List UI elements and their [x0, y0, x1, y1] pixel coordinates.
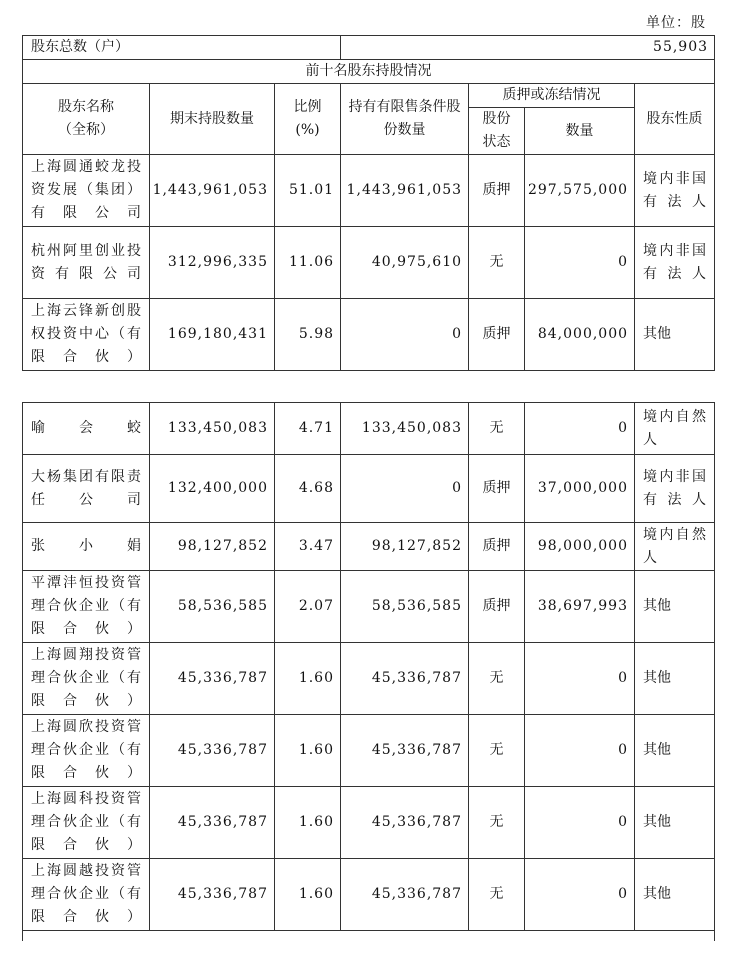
pledge-status: 质押	[469, 571, 525, 643]
pledge-status: 无	[469, 859, 525, 931]
shareholder-name: 上海圆通蛟龙投资发展（集团）有限公司	[23, 155, 150, 227]
pledge-status: 无	[469, 403, 525, 455]
header-nature: 股东性质	[635, 84, 715, 155]
pledge-status: 无	[469, 787, 525, 859]
table-body-part1	[23, 155, 715, 371]
restricted-shares: 0	[341, 299, 469, 371]
shares-held: 1,443,961,053	[150, 155, 275, 227]
header-ratio-line2: (%)	[295, 122, 320, 138]
header-ratio-line1: 比例	[293, 99, 322, 115]
restricted-shares: 1,443,961,053	[341, 155, 469, 227]
shares-held: 132,400,000	[150, 455, 275, 523]
restricted-shares: 98,127,852	[341, 523, 469, 571]
shareholder-nature: 其他	[635, 787, 715, 859]
pledge-quantity: 37,000,000	[525, 455, 635, 523]
holding-ratio: 11.06	[275, 227, 341, 299]
section-title-row	[23, 60, 715, 84]
section-title: 前十名股东持股情况	[23, 60, 715, 84]
total-shareholders-label: 股东总数（户）	[23, 36, 341, 60]
shares-held: 169,180,431	[150, 299, 275, 371]
header-name: 股东名称（全称）	[23, 84, 150, 155]
holding-ratio: 3.47	[275, 523, 341, 571]
restricted-shares: 45,336,787	[341, 715, 469, 787]
shareholder-nature: 其他	[635, 571, 715, 643]
pledge-status: 无	[469, 715, 525, 787]
table-row	[23, 299, 715, 371]
shareholder-name: 上海圆欣投资管理合伙企业（有限合伙）	[23, 715, 150, 787]
pledge-quantity: 84,000,000	[525, 299, 635, 371]
shares-held: 58,536,585	[150, 571, 275, 643]
shares-held: 98,127,852	[150, 523, 275, 571]
shareholder-name: 平潭沣恒投资管理合伙企业（有限合伙）	[23, 571, 150, 643]
pledge-quantity: 38,697,993	[525, 571, 635, 643]
header-pledge-status: 股份状态	[469, 108, 525, 155]
pledge-status: 质押	[469, 523, 525, 571]
header-restricted: 持有有限售条件股份数量	[341, 84, 469, 155]
holding-ratio: 1.60	[275, 643, 341, 715]
shareholder-nature: 境内非国有法人	[635, 227, 715, 299]
pledge-quantity: 0	[525, 715, 635, 787]
table-continuation-row	[23, 931, 715, 941]
header-pledge-group: 质押或冻结情况	[469, 84, 635, 108]
restricted-shares: 133,450,083	[341, 403, 469, 455]
shares-held: 312,996,335	[150, 227, 275, 299]
shareholder-name: 大杨集团有限责任公司	[23, 455, 150, 523]
shareholder-name: 上海圆科投资管理合伙企业（有限合伙）	[23, 787, 150, 859]
table-row	[23, 155, 715, 227]
shares-held: 45,336,787	[150, 643, 275, 715]
total-shareholders-value: 55,903	[341, 36, 715, 60]
shareholder-nature: 境内自然人	[635, 403, 715, 455]
pledge-quantity: 0	[525, 787, 635, 859]
shareholder-name: 喻会蛟	[23, 403, 150, 455]
holding-ratio: 5.98	[275, 299, 341, 371]
shareholder-name: 杭州阿里创业投资有限公司	[23, 227, 150, 299]
holding-ratio: 1.60	[275, 787, 341, 859]
pledge-status: 质押	[469, 455, 525, 523]
restricted-shares: 0	[341, 455, 469, 523]
pledge-status: 质押	[469, 299, 525, 371]
shareholder-nature: 其他	[635, 715, 715, 787]
table-row	[23, 455, 715, 523]
pledge-quantity: 0	[525, 643, 635, 715]
total-shareholders-row	[23, 36, 715, 60]
pledge-quantity: 0	[525, 403, 635, 455]
shareholder-nature: 其他	[635, 299, 715, 371]
header-pledge-qty: 数量	[525, 108, 635, 155]
table-row	[23, 787, 715, 859]
header-row-1	[23, 84, 715, 108]
shareholder-nature: 其他	[635, 643, 715, 715]
restricted-shares: 58,536,585	[341, 571, 469, 643]
shareholder-nature: 其他	[635, 859, 715, 931]
holding-ratio: 4.71	[275, 403, 341, 455]
shareholder-nature: 境内自然人	[635, 523, 715, 571]
holding-ratio: 1.60	[275, 859, 341, 931]
table-row	[23, 403, 715, 455]
pledge-status: 无	[469, 643, 525, 715]
shareholder-nature: 境内非国有法人	[635, 455, 715, 523]
shares-held: 45,336,787	[150, 859, 275, 931]
restricted-shares: 40,975,610	[341, 227, 469, 299]
header-ratio	[275, 84, 341, 155]
pledge-quantity: 297,575,000	[525, 155, 635, 227]
shareholder-nature: 境内非国有法人	[635, 155, 715, 227]
shareholder-name: 上海云锋新创股权投资中心（有限合伙）	[23, 299, 150, 371]
shares-held: 45,336,787	[150, 787, 275, 859]
pledge-quantity: 0	[525, 859, 635, 931]
shares-held: 133,450,083	[150, 403, 275, 455]
restricted-shares: 45,336,787	[341, 643, 469, 715]
header-shares: 期末持股数量	[150, 84, 275, 155]
pledge-status: 质押	[469, 155, 525, 227]
restricted-shares: 45,336,787	[341, 787, 469, 859]
holding-ratio: 1.60	[275, 715, 341, 787]
pledge-status: 无	[469, 227, 525, 299]
shareholder-name: 上海圆越投资管理合伙企业（有限合伙）	[23, 859, 150, 931]
table-row	[23, 859, 715, 931]
table-row	[23, 523, 715, 571]
shareholder-table-part2	[22, 402, 715, 941]
pledge-quantity: 98,000,000	[525, 523, 635, 571]
restricted-shares: 45,336,787	[341, 859, 469, 931]
table-row	[23, 571, 715, 643]
holding-ratio: 51.01	[275, 155, 341, 227]
table-row	[23, 227, 715, 299]
table-row	[23, 643, 715, 715]
pledge-quantity: 0	[525, 227, 635, 299]
table-row	[23, 715, 715, 787]
holding-ratio: 4.68	[275, 455, 341, 523]
table-body-part2	[23, 403, 715, 941]
unit-label: 单位：股	[646, 15, 706, 31]
holding-ratio: 2.07	[275, 571, 341, 643]
shareholder-table-part1	[22, 35, 715, 371]
shareholder-name: 张小娟	[23, 523, 150, 571]
shareholder-name: 上海圆翔投资管理合伙企业（有限合伙）	[23, 643, 150, 715]
shares-held: 45,336,787	[150, 715, 275, 787]
